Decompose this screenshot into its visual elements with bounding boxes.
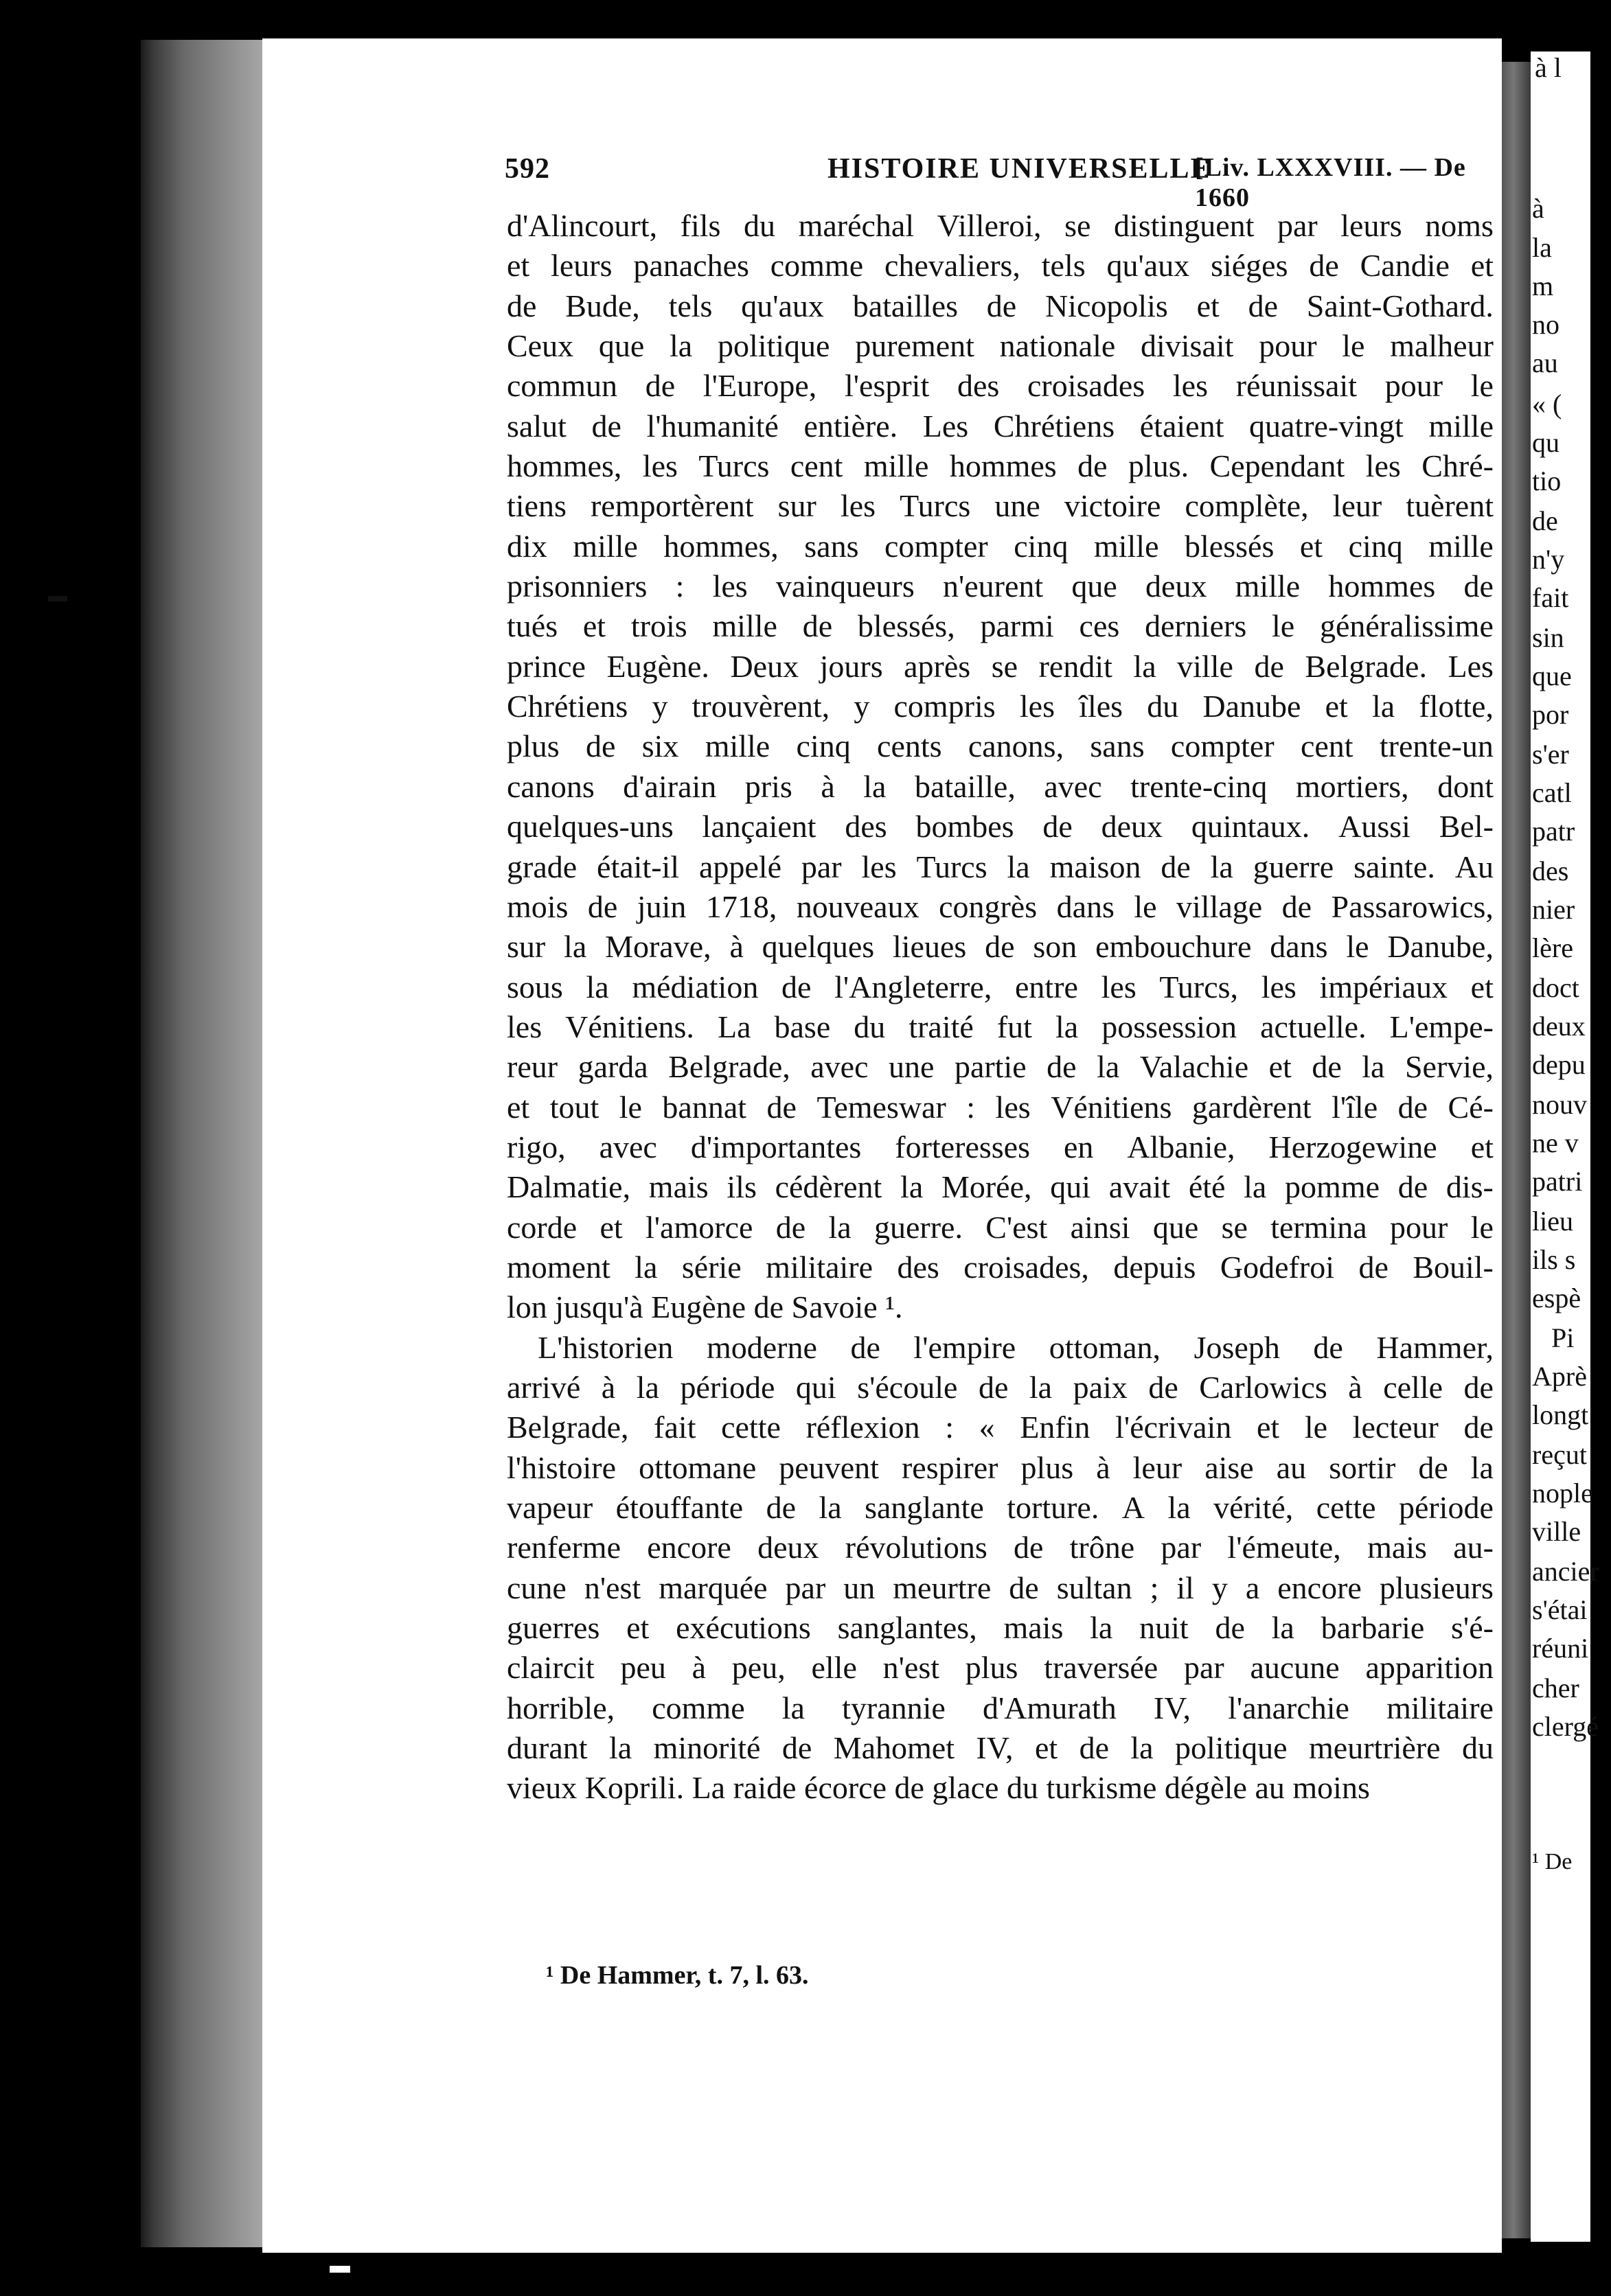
speck-mark	[48, 596, 67, 601]
text-line: vieux Koprili. La raide écorce de glace du turkisme dégèle au moins	[507, 1770, 1370, 1806]
text-line: arrivé à la période qui s'écoule de la paix de Carlowics à celle de	[507, 1369, 1494, 1405]
next-page-fragment: fait	[1532, 582, 1569, 613]
next-page-fragment: por	[1532, 699, 1569, 730]
next-page-fragment: no	[1532, 309, 1559, 340]
text-line: Ceux que la politique purement nationale divisait pour le malheur	[507, 328, 1494, 364]
next-page-fragment: réuni	[1532, 1633, 1589, 1664]
text-line: salut de l'humanité entière. Les Chrétiens étaient quatre-vingt mille	[507, 408, 1494, 444]
next-page-fragment: catl	[1532, 777, 1572, 808]
text-line: commun de l'Europe, l'esprit des croisades les réunissait pour le	[507, 368, 1494, 404]
speck-mark	[330, 2266, 350, 2273]
text-line: plus de six mille cinq cents canons, sans compter cent trente-un	[507, 728, 1494, 764]
next-page-fragment: que	[1532, 661, 1572, 691]
text-line: sur la Morave, à quelques lieues de son embouchure dans le Danube,	[507, 929, 1494, 965]
text-line: lon jusqu'à Eugène de Savoie ¹.	[507, 1289, 903, 1325]
text-line: Dalmatie, mais ils cédèrent la Morée, qui avait été la pomme de dis-	[507, 1169, 1494, 1205]
text-line: quelques-uns lançaient des bombes de deux quintaux. Aussi Bel-	[507, 809, 1494, 845]
book-gutter	[1502, 62, 1531, 2238]
next-page-fragment: qu	[1532, 427, 1559, 458]
next-page-fragment: ne v	[1532, 1127, 1579, 1158]
running-header	[505, 152, 1494, 212]
footnote: ¹ De Hammer, t. 7, l. 63.	[546, 1961, 809, 1990]
text-line: Chrétiens y trouvèrent, y compris les îles du Danube et la flotte,	[507, 689, 1494, 724]
next-page-fragment: de	[1532, 505, 1558, 536]
section-reference: [Liv. LXXXVIII. — De 1660	[1195, 153, 1466, 212]
text-line: l'histoire ottomane peuvent respirer plus à leur aise au sortir de la	[507, 1449, 1494, 1485]
next-page-fragment: ¹ De	[1532, 1849, 1573, 1874]
text-line: grade était-il appelé par les Turcs la maison de la guerre sainte. Au	[507, 849, 1494, 884]
next-page-fragment: la	[1532, 232, 1552, 263]
next-page-fragment: doct	[1532, 972, 1579, 1003]
text-line: d'Alincourt, fils du maréchal Villeroi, se distinguent par leurs noms	[507, 208, 1494, 243]
text-line: guerres et exécutions sanglantes, mais la nuit de la barbarie s'é-	[507, 1610, 1494, 1646]
next-page-edge	[1531, 51, 1599, 2242]
text-line: claircit peu à peu, elle n'est plus traversée par aucune apparition	[507, 1650, 1494, 1686]
next-page-fragment: reçut	[1532, 1439, 1587, 1470]
next-page-fragment: nople	[1532, 1478, 1593, 1508]
text-line: durant la minorité de Mahomet IV, et de la politique meurtrière du	[507, 1730, 1494, 1766]
next-page-fragment: n'y	[1532, 544, 1565, 575]
text-line: canons d'airain pris à la bataille, avec trente-cinq mortiers, dont	[507, 768, 1494, 804]
text-line: prisonniers : les vainqueurs n'eurent que deux mille hommes de	[507, 569, 1494, 604]
next-page-fragment: lieu	[1532, 1206, 1573, 1237]
text-line: les Vénitiens. La base du traité fut la possession actuelle. L'empe-	[507, 1009, 1494, 1044]
text-line: corde et l'amorce de la guerre. C'est ainsi que se termina pour le	[507, 1209, 1494, 1245]
next-page-fragment: lère	[1532, 932, 1573, 963]
text-line: rigo, avec d'importantes forteresses en Albanie, Herzogewine et	[507, 1129, 1494, 1164]
next-page-fragment: Pi	[1551, 1322, 1575, 1353]
text-line: tués et trois mille de blessés, parmi ces derniers le généralissime	[507, 608, 1494, 644]
body-text	[507, 206, 1494, 1809]
page-number: 592	[505, 153, 550, 185]
text-line: moment la série militaire des croisades, depuis Godefroi de Bouil-	[507, 1249, 1494, 1285]
next-page-fragment: ville	[1532, 1516, 1581, 1547]
text-line: de Bude, tels qu'aux batailles de Nicopolis et de Saint-Gothard.	[507, 288, 1494, 323]
text-line: L'historien moderne de l'empire ottoman, Joseph de Hammer,	[538, 1329, 1494, 1365]
text-line: mois de juin 1718, nouveaux congrès dans le village de Passarowics,	[507, 888, 1494, 924]
next-page-fragment: patr	[1532, 816, 1575, 847]
next-page-fragment: nier	[1532, 894, 1575, 925]
text-line: et tout le bannat de Temeswar : les Vénitiens gardèrent l'île de Cé-	[507, 1089, 1494, 1125]
next-page-fragment: à	[1532, 193, 1544, 224]
next-page-fragment: nouv	[1532, 1089, 1587, 1120]
text-line: renferme encore deux révolutions de trône par l'émeute, mais au-	[507, 1530, 1494, 1565]
text-line: cune n'est marquée par un meurtre de sultan ; il y a encore plusieurs	[507, 1570, 1494, 1605]
next-page-fragment: tio	[1532, 466, 1562, 496]
next-page-fragment: deux	[1532, 1011, 1586, 1042]
next-page-fragment: s'er	[1532, 739, 1569, 770]
page-edge-left	[141, 40, 264, 2247]
running-title: HISTOIRE UNIVERSELLE	[827, 153, 1211, 185]
text-line: prince Eugène. Deux jours après se rendit la ville de Belgrade. Les	[507, 648, 1494, 684]
text-line: hommes, les Turcs cent mille hommes de plus. Cependant les Chré-	[507, 448, 1494, 484]
next-page-fragment: s'étai	[1532, 1594, 1588, 1625]
next-page-fragment: depu	[1532, 1049, 1586, 1080]
next-page-fragment: espè	[1532, 1283, 1581, 1313]
next-page-fragment: Aprè	[1532, 1361, 1587, 1392]
next-page-fragment: au	[1532, 347, 1558, 378]
text-line: Belgrade, fait cette réflexion : « Enfin l'écrivain et le lecteur de	[507, 1410, 1494, 1445]
text-line: reur garda Belgrade, avec une partie de la Valachie et de la Servie,	[507, 1049, 1494, 1085]
next-page-fragment: cher	[1532, 1673, 1579, 1703]
text-line: horrible, comme la tyrannie d'Amurath IV, l'anarchie militaire	[507, 1690, 1494, 1725]
text-line: dix mille hommes, sans compter cinq mille blessés et cinq mille	[507, 528, 1494, 564]
text-line: et leurs panaches comme chevaliers, tels qu'aux siéges de Candie et	[507, 248, 1494, 284]
next-page-fragment: patri	[1532, 1166, 1583, 1197]
next-page-fragment: « (	[1532, 389, 1562, 420]
text-line: vapeur étouffante de la sanglante torture. A la vérité, cette période	[507, 1490, 1494, 1525]
next-page-fragment: clergé	[1532, 1711, 1599, 1742]
next-page-fragment: m	[1532, 271, 1554, 301]
next-page-fragment: longt	[1532, 1399, 1589, 1430]
text-line: sous la médiation de l'Angleterre, entre les Turcs, les impériaux et	[507, 969, 1494, 1004]
next-page-fragment: à l	[1535, 52, 1562, 83]
next-page-fragment: ils s	[1532, 1244, 1576, 1275]
next-page-fragment: des	[1532, 856, 1569, 886]
next-page-fragment: sin	[1532, 622, 1564, 653]
next-page-fragment: ancier	[1532, 1556, 1599, 1587]
text-line: tiens remportèrent sur les Turcs une victoire complète, leur tuèrent	[507, 488, 1494, 524]
